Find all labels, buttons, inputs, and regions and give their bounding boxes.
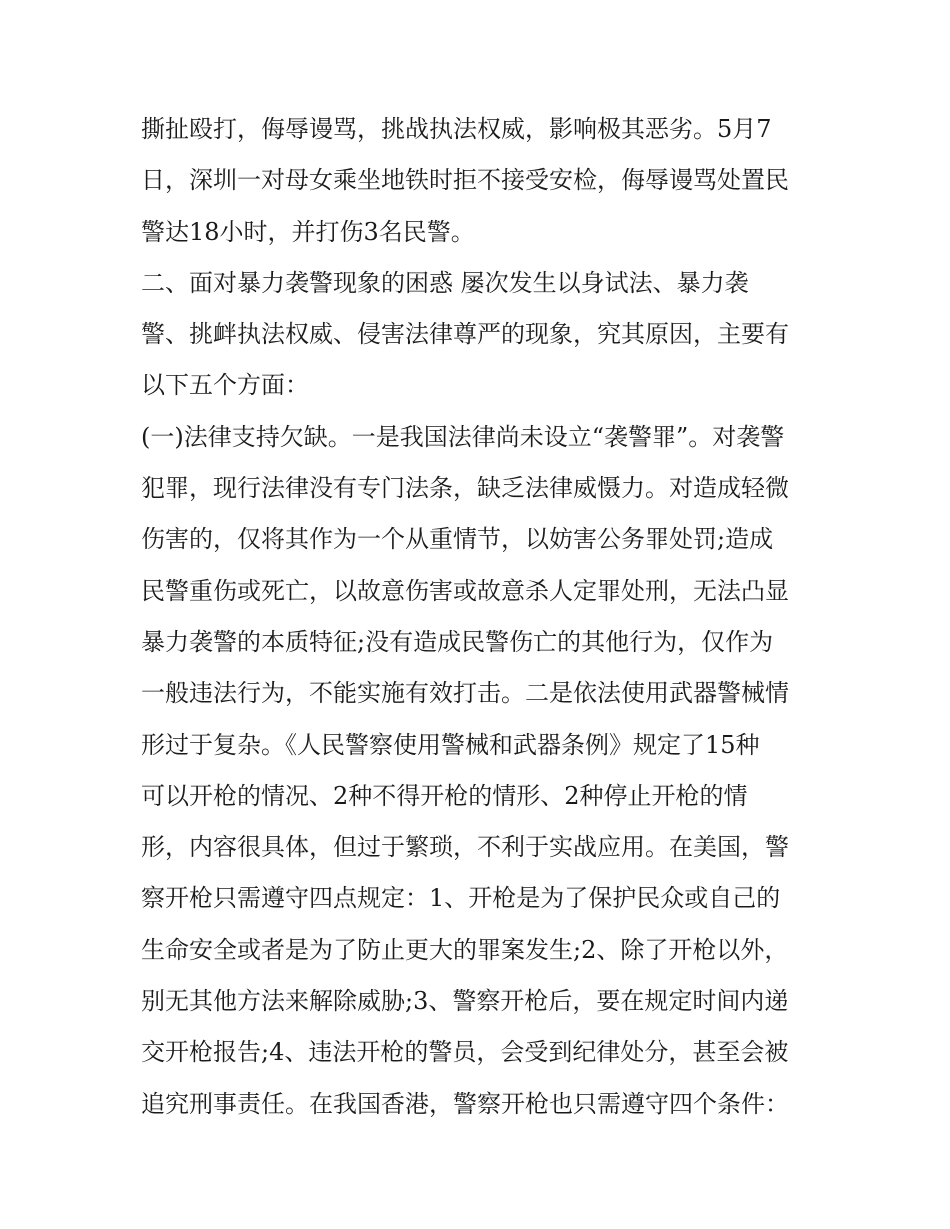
text-line: 交开枪报告;4、违法开枪的警员，会受到纪律处分，甚至会被 [141, 1038, 789, 1067]
text-line: 察开枪只需遵守四点规定：1、开枪是为了保护民众或自己的 [141, 884, 781, 913]
text-line: 可以开枪的情况、2种不得开枪的情形、2种停止开枪的情 [141, 781, 748, 810]
body-text [141, 104, 821, 1130]
text-line: (一)法律支持欠缺。一是我国法律尚未设立“袭警罪”。对袭警 [141, 422, 785, 451]
text-line: 二、面对暴力袭警现象的困惑 屡次发生以身试法、暴力袭 [141, 268, 749, 297]
text-line: 追究刑事责任。在我国香港，警察开枪也只需遵守四个条件： [141, 1089, 789, 1118]
text-line: 民警重伤或死亡，以故意伤害或故意杀人定罪处刑，无法凸显 [141, 576, 789, 605]
text-line: 暴力袭警的本质特征;没有造成民警伤亡的其他行为，仅作为 [141, 627, 774, 656]
text-line: 生命安全或者是为了防止更大的罪案发生;2、除了开枪以外， [141, 935, 789, 964]
text-line: 警、挑衅执法权威、侵害法律尊严的现象，究其原因，主要有 [141, 320, 789, 349]
text-line: 伤害的，仅将其作为一个从重情节，以妨害公务罪处罚;造成 [141, 525, 774, 554]
text-line: 犯罪，现行法律没有专门法条，缺乏法律威慑力。对造成轻微 [141, 474, 789, 503]
text-line: 别无其他方法来解除威胁;3、警察开枪后，要在规定时间内递 [141, 987, 789, 1016]
text-line: 一般违法行为，不能实施有效打击。二是依法使用武器警械情 [141, 679, 789, 708]
text-line: 警达18小时，并打伤3名民警。 [141, 217, 475, 246]
text-line: 日，深圳一对母女乘坐地铁时拒不接受安检，侮辱谩骂处置民 [141, 166, 789, 195]
text-line: 形，内容很具体，但过于繁琐，不利于实战应用。在美国，警 [141, 833, 789, 862]
text-line: 撕扯殴打，侮辱谩骂，挑战执法权威，影响极其恶劣。5月7 [141, 115, 772, 143]
text-line: 以下五个方面： [141, 371, 309, 400]
text-line: 形过于复杂。《人民警察使用警械和武器条例》规定了15种 [141, 730, 760, 759]
